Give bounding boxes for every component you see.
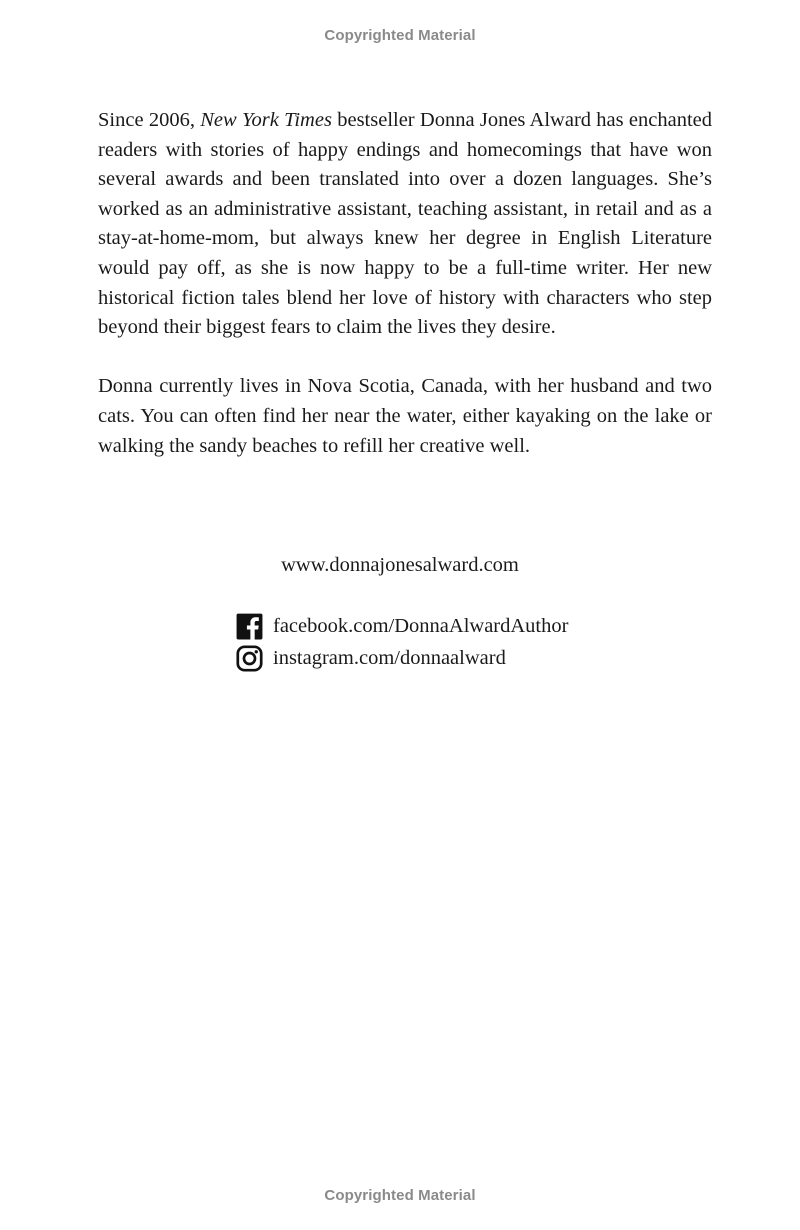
instagram-icon — [236, 645, 263, 672]
facebook-link[interactable] — [236, 610, 568, 642]
facebook-icon — [236, 613, 263, 640]
instagram-link[interactable] — [236, 642, 568, 674]
website-link[interactable]: www.donnajonesalward.com — [281, 554, 519, 576]
watermark-top: Copyrighted Material — [324, 27, 476, 44]
facebook-label: facebook.com/DonnaAlwardAuthor — [273, 615, 569, 637]
author-bio — [98, 106, 712, 491]
bio-intro: Since 2006, — [98, 109, 201, 131]
bio-body: bestseller Donna Jones Alward has enchanted readers with stories of happy endings and homecomings that have won several awards and been translated into over a dozen languages. She’s worked as an administrative assistant, teaching assistant, in retail and as a stay-at-home-mom, but always knew her degree in English Literature would pay off, as she is now happy to be a full-time writer. Her new historical fiction tales blend her love of history with characters who step beyond their biggest fears to claim the lives they desire. — [98, 109, 713, 339]
bio-paragraph-1 — [98, 106, 712, 343]
bio-paragraph-2: Donna currently lives in Nova Scotia, Canada, with her husband and two cats. You can often find her near the water, either kayaking on the lake or walking the sandy beaches to refill her creative well. — [98, 375, 712, 457]
publication-name: New York Times — [200, 109, 332, 131]
social-links — [236, 610, 568, 674]
instagram-label: instagram.com/donnaalward — [273, 647, 506, 669]
watermark-bottom: Copyrighted Material — [324, 1187, 476, 1204]
